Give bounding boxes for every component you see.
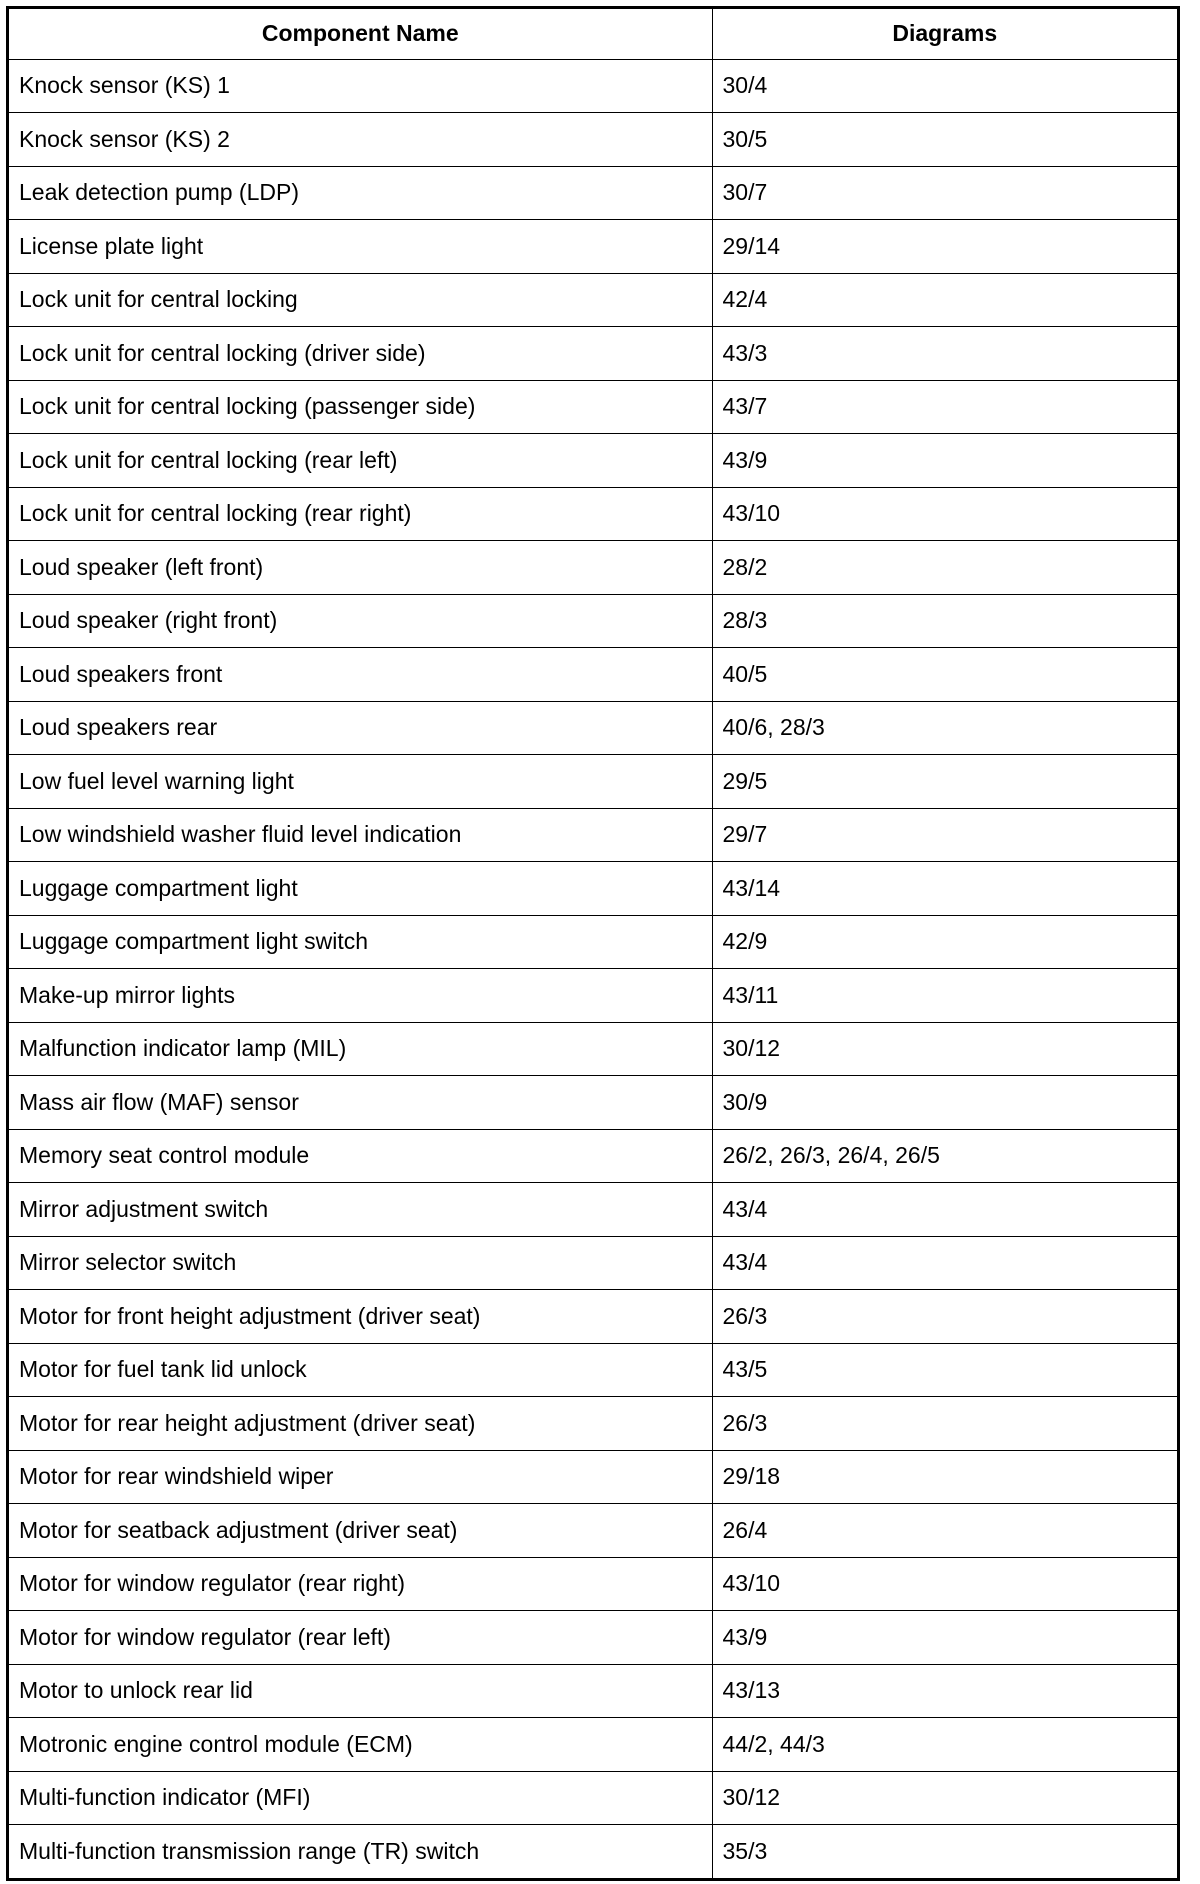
table-row <box>9 59 1177 113</box>
diagrams-cell: 26/4 <box>712 1504 1177 1558</box>
column-header-component-name: Component Name <box>9 9 712 59</box>
component-name-cell: Loud speakers front <box>9 648 712 702</box>
diagrams-cell: 29/7 <box>712 808 1177 862</box>
table-body <box>9 59 1177 1878</box>
table-row <box>9 1718 1177 1772</box>
table-row <box>9 1236 1177 1290</box>
table-row <box>9 1290 1177 1344</box>
table-row <box>9 1825 1177 1879</box>
column-header-diagrams: Diagrams <box>712 9 1177 59</box>
diagrams-cell: 43/10 <box>712 487 1177 541</box>
component-name-cell: Knock sensor (KS) 1 <box>9 59 712 113</box>
table-row <box>9 434 1177 488</box>
component-name-cell: Lock unit for central locking (passenger side) <box>9 380 712 434</box>
table-row <box>9 113 1177 167</box>
diagrams-cell: 43/3 <box>712 327 1177 381</box>
diagrams-cell: 29/18 <box>712 1450 1177 1504</box>
component-name-cell: Memory seat control module <box>9 1129 712 1183</box>
table-row <box>9 808 1177 862</box>
table-row <box>9 1771 1177 1825</box>
component-name-cell: Leak detection pump (LDP) <box>9 166 712 220</box>
diagrams-cell: 35/3 <box>712 1825 1177 1879</box>
diagrams-cell: 29/14 <box>712 220 1177 274</box>
diagrams-cell: 40/6, 28/3 <box>712 701 1177 755</box>
table-row <box>9 1557 1177 1611</box>
table-row <box>9 1076 1177 1130</box>
component-name-cell: Multi-function indicator (MFI) <box>9 1771 712 1825</box>
component-name-cell: Malfunction indicator lamp (MIL) <box>9 1022 712 1076</box>
table-row <box>9 594 1177 648</box>
component-name-cell: Knock sensor (KS) 2 <box>9 113 712 167</box>
diagrams-cell: 43/7 <box>712 380 1177 434</box>
table-row <box>9 1611 1177 1665</box>
component-name-cell: Low windshield washer fluid level indication <box>9 808 712 862</box>
component-name-cell: Loud speakers rear <box>9 701 712 755</box>
component-name-cell: Motronic engine control module (ECM) <box>9 1718 712 1772</box>
table-row <box>9 915 1177 969</box>
table-row <box>9 220 1177 274</box>
component-name-cell: Motor to unlock rear lid <box>9 1664 712 1718</box>
table-row <box>9 1129 1177 1183</box>
component-name-cell: Motor for window regulator (rear right) <box>9 1557 712 1611</box>
table-row <box>9 862 1177 916</box>
table-header-row <box>9 9 1177 59</box>
table-row <box>9 1343 1177 1397</box>
diagrams-cell: 30/12 <box>712 1771 1177 1825</box>
component-name-cell: Lock unit for central locking (rear right) <box>9 487 712 541</box>
component-name-cell: Lock unit for central locking (rear left) <box>9 434 712 488</box>
table-row <box>9 648 1177 702</box>
table-row <box>9 1504 1177 1558</box>
component-name-cell: Loud speaker (left front) <box>9 541 712 595</box>
table-row <box>9 1022 1177 1076</box>
diagrams-cell: 42/9 <box>712 915 1177 969</box>
diagrams-cell: 43/14 <box>712 862 1177 916</box>
table-row <box>9 541 1177 595</box>
diagrams-cell: 44/2, 44/3 <box>712 1718 1177 1772</box>
table-row <box>9 1664 1177 1718</box>
diagrams-cell: 26/3 <box>712 1397 1177 1451</box>
component-name-cell: Make-up mirror lights <box>9 969 712 1023</box>
diagrams-cell: 26/2, 26/3, 26/4, 26/5 <box>712 1129 1177 1183</box>
component-name-cell: Motor for rear height adjustment (driver seat) <box>9 1397 712 1451</box>
component-name-cell: Loud speaker (right front) <box>9 594 712 648</box>
component-name-cell: Luggage compartment light switch <box>9 915 712 969</box>
table-row <box>9 380 1177 434</box>
diagrams-cell: 29/5 <box>712 755 1177 809</box>
component-name-cell: Luggage compartment light <box>9 862 712 916</box>
component-name-cell: Motor for window regulator (rear left) <box>9 1611 712 1665</box>
diagrams-cell: 30/4 <box>712 59 1177 113</box>
table-row <box>9 166 1177 220</box>
component-name-cell: Mirror adjustment switch <box>9 1183 712 1237</box>
component-name-cell: License plate light <box>9 220 712 274</box>
diagrams-cell: 30/7 <box>712 166 1177 220</box>
diagrams-cell: 43/11 <box>712 969 1177 1023</box>
diagrams-cell: 30/5 <box>712 113 1177 167</box>
diagrams-cell: 43/13 <box>712 1664 1177 1718</box>
component-name-cell: Motor for fuel tank lid unlock <box>9 1343 712 1397</box>
table-row <box>9 273 1177 327</box>
diagrams-cell: 28/3 <box>712 594 1177 648</box>
diagrams-cell: 43/9 <box>712 1611 1177 1665</box>
component-name-cell: Lock unit for central locking (driver side) <box>9 327 712 381</box>
component-name-cell: Motor for rear windshield wiper <box>9 1450 712 1504</box>
diagrams-cell: 43/5 <box>712 1343 1177 1397</box>
diagrams-cell: 26/3 <box>712 1290 1177 1344</box>
component-name-cell: Lock unit for central locking <box>9 273 712 327</box>
diagrams-cell: 43/4 <box>712 1183 1177 1237</box>
diagrams-cell: 28/2 <box>712 541 1177 595</box>
diagrams-cell: 40/5 <box>712 648 1177 702</box>
component-table-frame <box>6 6 1180 1881</box>
component-name-cell: Mass air flow (MAF) sensor <box>9 1076 712 1130</box>
component-name-cell: Motor for seatback adjustment (driver seat) <box>9 1504 712 1558</box>
table-row <box>9 755 1177 809</box>
component-name-cell: Multi-function transmission range (TR) switch <box>9 1825 712 1879</box>
table-row <box>9 1397 1177 1451</box>
table-row <box>9 487 1177 541</box>
table-row <box>9 327 1177 381</box>
table-row <box>9 1450 1177 1504</box>
diagrams-cell: 43/9 <box>712 434 1177 488</box>
diagrams-cell: 42/4 <box>712 273 1177 327</box>
table-row <box>9 969 1177 1023</box>
table-row <box>9 701 1177 755</box>
component-name-cell: Low fuel level warning light <box>9 755 712 809</box>
diagrams-cell: 30/12 <box>712 1022 1177 1076</box>
diagrams-cell: 43/4 <box>712 1236 1177 1290</box>
table-row <box>9 1183 1177 1237</box>
component-diagram-table <box>9 9 1177 1878</box>
component-name-cell: Motor for front height adjustment (driver seat) <box>9 1290 712 1344</box>
diagrams-cell: 43/10 <box>712 1557 1177 1611</box>
component-name-cell: Mirror selector switch <box>9 1236 712 1290</box>
diagrams-cell: 30/9 <box>712 1076 1177 1130</box>
